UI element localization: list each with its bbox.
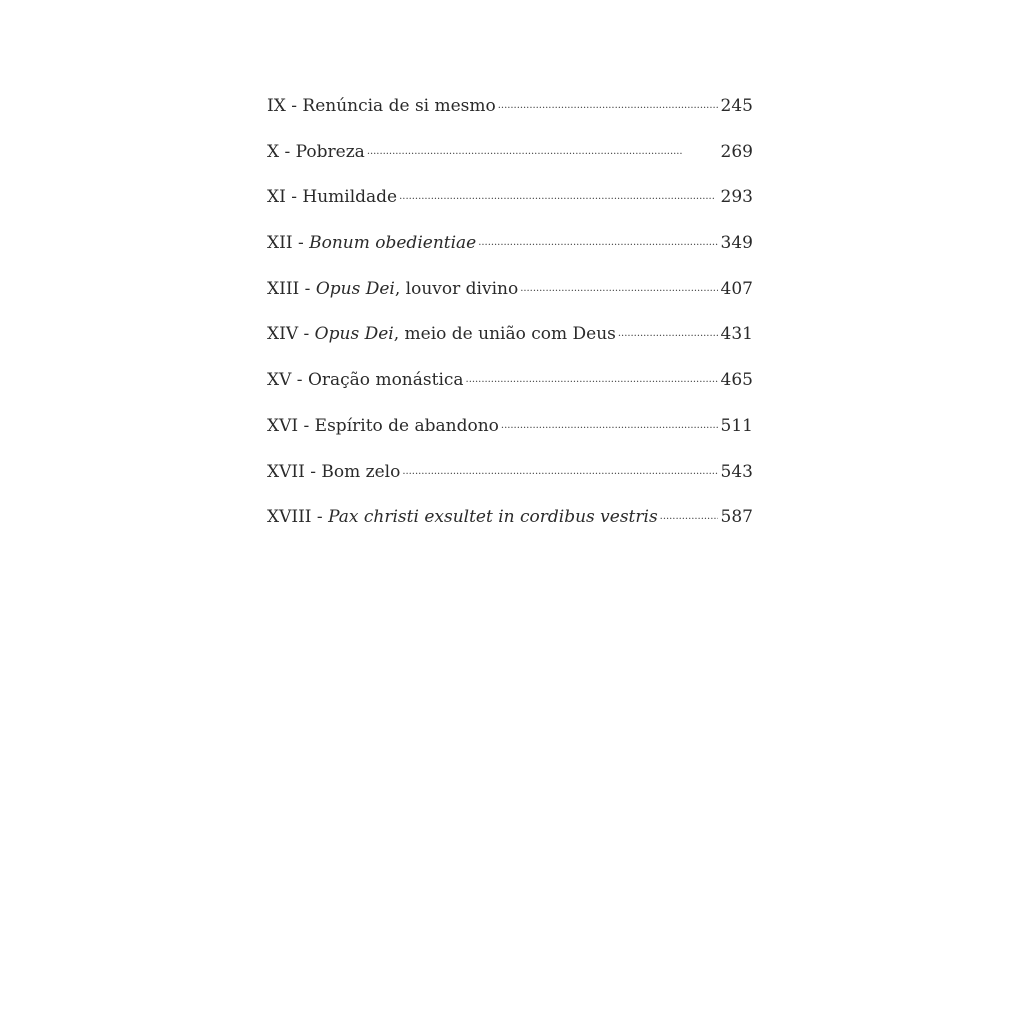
chapter-title: Humildade	[302, 187, 398, 208]
toc-entry-xi[interactable]	[267, 183, 753, 229]
page-number: 293	[720, 187, 753, 208]
chapter-title: Renúncia de si mesmo	[302, 96, 496, 116]
separator: -	[304, 461, 322, 482]
separator: -	[279, 141, 296, 162]
dot-leader	[402, 459, 717, 477]
chapter-title: Oração monástica	[307, 370, 464, 391]
dot-leader	[399, 184, 717, 202]
separator: -	[298, 415, 315, 436]
chapter-number: XI	[267, 187, 286, 208]
chapter-number: XVII	[267, 461, 305, 482]
page-number: 587	[720, 507, 753, 528]
toc-entry-title	[267, 458, 400, 486]
toc-entry-title	[267, 412, 499, 440]
toc-entry-xvii[interactable]	[267, 458, 753, 504]
toc-entry-x[interactable]	[267, 138, 753, 184]
toc-entry-title	[267, 320, 616, 348]
chapter-title: , meio de união com Deus	[393, 324, 616, 345]
chapter-title: Pobreza	[295, 141, 365, 162]
dot-leader	[498, 93, 718, 111]
dot-leader	[478, 230, 717, 248]
chapter-number: XIII	[267, 278, 300, 299]
chapter-title-italic: Bonum obedientiae	[309, 233, 477, 254]
chapter-title: , louvor divino	[394, 278, 519, 299]
page-number: 511	[720, 415, 753, 436]
chapter-number: XVI	[267, 415, 299, 436]
toc-entry-xviii[interactable]	[267, 503, 753, 549]
page-number: 245	[720, 96, 753, 116]
dot-leader	[660, 504, 718, 522]
separator: -	[299, 278, 316, 299]
toc-entry-xiv[interactable]	[267, 320, 753, 366]
toc-entry-title	[267, 366, 464, 394]
chapter-number: XII	[267, 233, 293, 254]
chapter-title-italic: Pax christi exsultet in cordibus vestris	[328, 507, 658, 528]
dot-leader	[618, 321, 718, 339]
dot-leader	[367, 139, 718, 157]
chapter-number: X	[267, 141, 280, 162]
chapter-title-italic: Opus Dei	[315, 278, 395, 299]
toc-entry-title	[267, 503, 658, 531]
toc-entry-title	[267, 229, 476, 257]
separator: -	[292, 233, 310, 254]
chapter-number: XVIII	[267, 507, 312, 528]
chapter-title-italic: Opus Dei	[314, 324, 394, 345]
toc-entry-xii[interactable]	[267, 229, 753, 275]
toc-entry-xiii[interactable]	[267, 275, 753, 321]
separator: -	[291, 370, 308, 391]
chapter-number: XV	[267, 370, 292, 391]
dot-leader	[501, 413, 718, 431]
chapter-title: Bom zelo	[321, 461, 401, 482]
separator: -	[311, 507, 329, 528]
page-number: 465	[720, 370, 753, 391]
dot-leader	[520, 276, 717, 294]
toc-entry-title	[267, 275, 518, 303]
page-number: 269	[720, 141, 753, 162]
separator: -	[285, 96, 303, 116]
page-number: 407	[720, 278, 753, 299]
table-of-contents	[267, 92, 753, 549]
dot-leader	[466, 367, 718, 385]
chapter-number: IX	[267, 96, 286, 116]
toc-entry-xvi[interactable]	[267, 412, 753, 458]
page-number: 543	[720, 461, 753, 482]
chapter-title: Espírito de abandono	[314, 415, 499, 436]
separator: -	[298, 324, 315, 345]
toc-entry-title	[267, 138, 365, 166]
toc-entry-title	[267, 183, 397, 211]
toc-entry-ix[interactable]	[267, 92, 753, 138]
page-number: 431	[720, 324, 753, 345]
separator: -	[285, 187, 303, 208]
page-number: 349	[720, 233, 753, 254]
toc-entry-title	[267, 92, 496, 120]
toc-entry-xv[interactable]	[267, 366, 753, 412]
chapter-number: XIV	[267, 324, 299, 345]
